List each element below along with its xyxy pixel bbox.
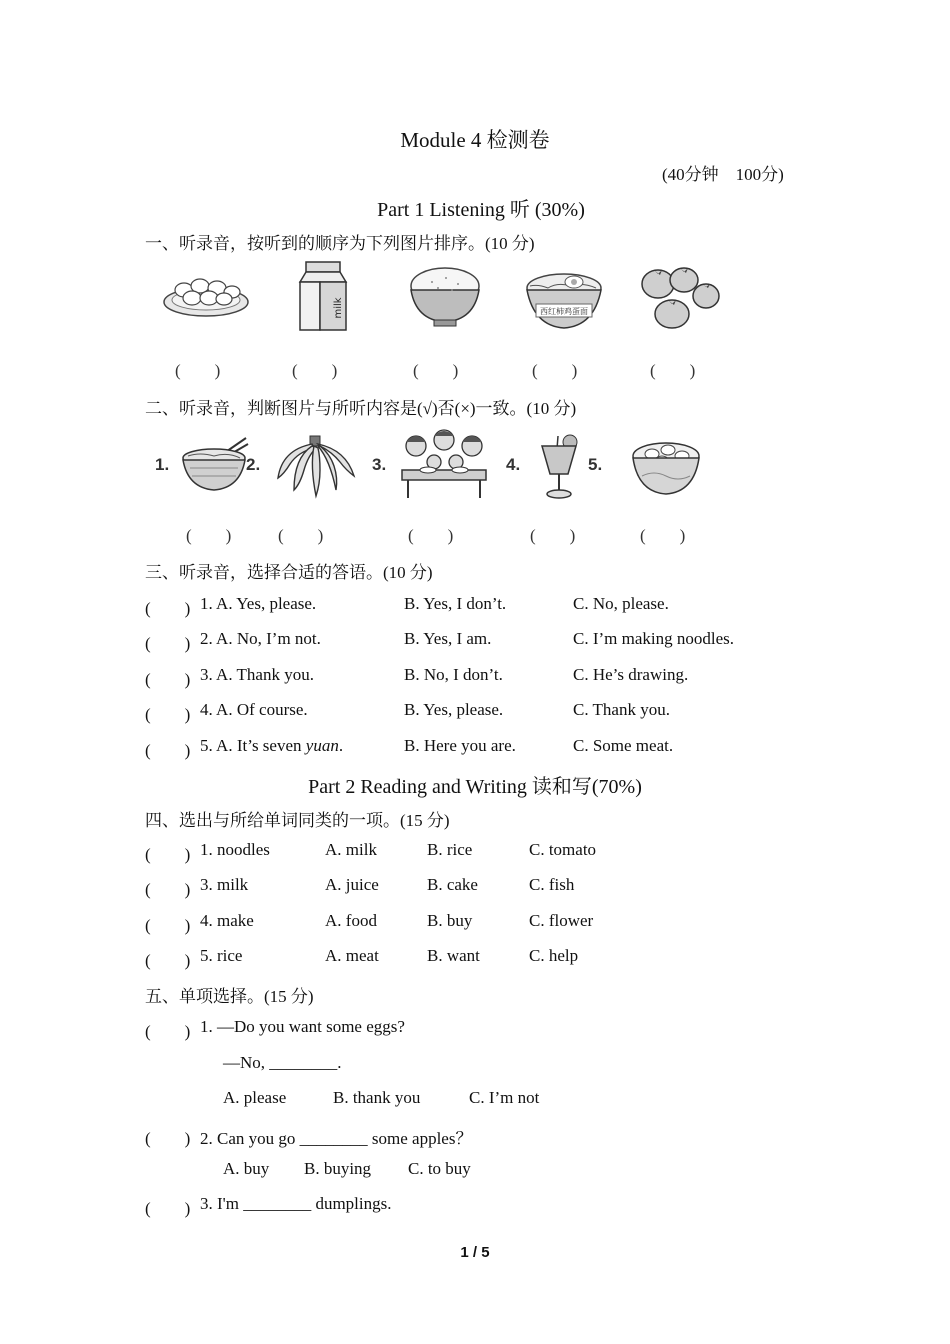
exam-meta: (40分钟 100分): [662, 165, 784, 184]
part1-heading: Part 1 Listening 听 (30%): [377, 199, 585, 221]
tomato-icon: [638, 258, 724, 334]
option-b: B. No, I don’t.: [404, 665, 503, 684]
picture-number: 4.: [506, 455, 521, 474]
answer-blank[interactable]: ( ): [145, 741, 191, 760]
option-b: B. rice: [427, 840, 473, 859]
option-b: B. Yes, I don’t.: [404, 594, 507, 613]
question-word: 1. noodles: [200, 840, 270, 859]
answer-blank[interactable]: ( ): [145, 670, 191, 689]
option-c: C. No, please.: [573, 594, 669, 613]
answer-blank[interactable]: ( ): [530, 526, 576, 545]
answer-blank[interactable]: ( ): [145, 1129, 191, 1148]
option-a: A. juice: [325, 875, 379, 894]
answer-blank[interactable]: ( ): [145, 705, 191, 724]
page-title: Module 4 检测卷: [400, 128, 550, 152]
option-b: B. buy: [427, 911, 473, 930]
option-c: C. Thank you.: [573, 700, 670, 719]
option-b: B. Yes, I am.: [404, 629, 492, 648]
svg-text:milk: milk: [333, 297, 344, 319]
section2-title: 二、听录音，判断图片与所听内容是(√)否(×)一致。(10 分): [145, 399, 577, 418]
option-c: C. I’m making noodles.: [573, 629, 735, 648]
answer-blank[interactable]: ( ): [145, 845, 191, 864]
answer-blank[interactable]: ( ): [413, 361, 459, 380]
option-c: C. flower: [529, 911, 594, 930]
bananas-icon: [272, 434, 358, 500]
rice-icon: [408, 262, 482, 330]
family-dinner-icon: [398, 428, 490, 500]
answer-blank[interactable]: ( ): [640, 526, 686, 545]
question-stem: 3. I'm ________ dumplings.: [200, 1194, 392, 1213]
picture-number: 2.: [246, 455, 261, 474]
option-b: B. Here you are.: [404, 736, 516, 755]
option-a: 5. A. It’s seven yuan.: [200, 736, 344, 755]
question-reply: —No, ________.: [223, 1053, 342, 1072]
section4-title: 四、选出与所给单词同类的一项。(15 分): [145, 811, 450, 830]
juice-glass-icon: [536, 432, 582, 500]
question-stem: 2. Can you go ________ some apples？: [200, 1129, 473, 1148]
option-b: B. buying: [304, 1159, 372, 1178]
answer-blank[interactable]: ( ): [650, 361, 696, 380]
answer-blank[interactable]: ( ): [145, 880, 191, 899]
noodle-bowl-icon: [180, 434, 250, 494]
question-word: 5. rice: [200, 946, 243, 965]
question-stem: 1. —Do you want some eggs?: [200, 1017, 405, 1036]
answer-blank[interactable]: ( ): [532, 361, 578, 380]
answer-blank[interactable]: ( ): [292, 361, 338, 380]
option-a: 4. A. Of course.: [200, 700, 308, 719]
option-c: C. fish: [529, 875, 575, 894]
option-b: B. thank you: [333, 1088, 421, 1107]
answer-blank[interactable]: ( ): [408, 526, 454, 545]
option-b: B. Yes, please.: [404, 700, 504, 719]
option-c: C. to buy: [408, 1159, 471, 1178]
section1-title: 一、听录音，按听到的顺序为下列图片排序。(10 分): [145, 234, 535, 253]
answer-blank[interactable]: ( ): [186, 526, 232, 545]
answer-blank[interactable]: ( ): [145, 916, 191, 935]
option-a: 2. A. No, I’m not.: [200, 629, 321, 648]
option-a: A. milk: [325, 840, 377, 859]
section3-title: 三、听录音，选择合适的答语。(10 分): [145, 563, 433, 582]
part2-heading: Part 2 Reading and Writing 读和写(70%): [308, 776, 642, 798]
page-number: 1 / 5: [460, 1244, 490, 1261]
soup-bowl-icon: [630, 436, 702, 498]
dumplings-icon: [162, 268, 250, 320]
answer-blank[interactable]: ( ): [145, 599, 191, 618]
option-c: C. I’m not: [469, 1088, 540, 1107]
option-b: B. want: [427, 946, 480, 965]
noodles-icon: [524, 268, 604, 336]
option-c: C. help: [529, 946, 579, 965]
answer-blank[interactable]: ( ): [175, 361, 221, 380]
answer-blank[interactable]: ( ): [145, 634, 191, 653]
milk-icon: [296, 258, 350, 334]
answer-blank[interactable]: ( ): [145, 1022, 191, 1041]
option-c: C. tomato: [529, 840, 597, 859]
option-c: C. He’s drawing.: [573, 665, 689, 684]
option-a: 3. A. Thank you.: [200, 665, 314, 684]
answer-blank[interactable]: ( ): [145, 1199, 191, 1218]
answer-blank[interactable]: ( ): [278, 526, 324, 545]
option-a: A. meat: [325, 946, 379, 965]
option-a: A. buy: [223, 1159, 270, 1178]
question-word: 3. milk: [200, 875, 249, 894]
option-b: B. cake: [427, 875, 478, 894]
answer-blank[interactable]: ( ): [145, 951, 191, 970]
picture-number: 5.: [588, 455, 603, 474]
option-a: A. food: [325, 911, 377, 930]
picture-number: 3.: [372, 455, 387, 474]
picture-number: 1.: [155, 455, 170, 474]
section5-title: 五、单项选择。(15 分): [145, 987, 314, 1006]
option-c: C. Some meat.: [573, 736, 674, 755]
question-word: 4. make: [200, 911, 254, 930]
option-a: A. please: [223, 1088, 287, 1107]
option-a: 1. A. Yes, please.: [200, 594, 317, 613]
svg-text:西红柿鸡蛋面: 西红柿鸡蛋面: [540, 307, 588, 316]
